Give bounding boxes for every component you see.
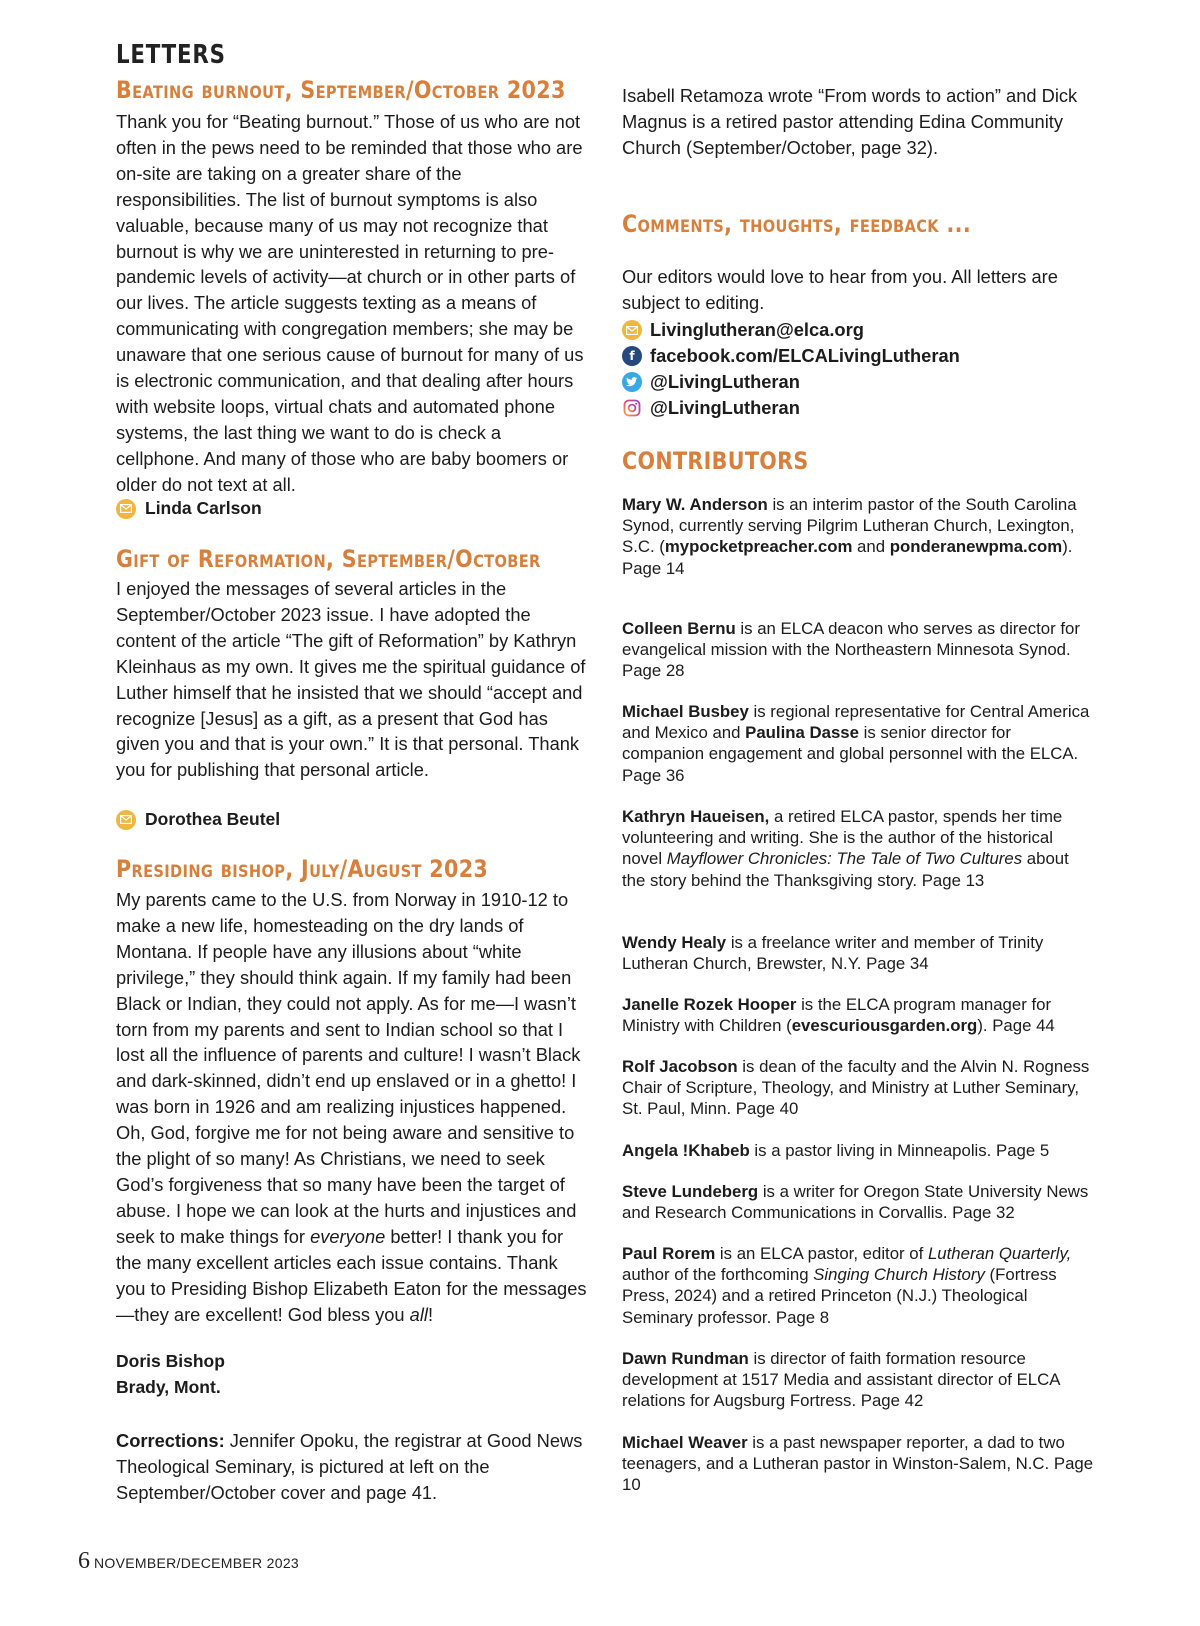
- contributor-weaver: Michael Weaver is a past newspaper reporter, a dad to two teenagers, and a Lutheran pastor in Winston-Salem, N.C. Page 10: [622, 1433, 1094, 1495]
- mail-icon: [116, 499, 136, 519]
- letter-3-body: [116, 887, 588, 1327]
- contributor-busbey-dasse: Michael Busbey is regional representative for Central America and Mexico and Paulina Dasse is senior director for companion engagement and global personnel with the ELCA. Page 36: [622, 702, 1090, 785]
- twitter-icon: [622, 372, 642, 392]
- contributor-healy: Wendy Healy is a freelance writer and member of Trinity Lutheran Church, Brewster, N.Y. Page 34: [622, 933, 1044, 974]
- contact-facebook-text: facebook.com/ELCALivingLutheran: [650, 345, 960, 366]
- contact-instagram[interactable]: [622, 395, 960, 421]
- comments-text: Our editors would love to hear from you. All letters are subject to editing.: [622, 266, 1058, 313]
- contact-email[interactable]: [622, 317, 960, 343]
- contributor-jacobson: Rolf Jacobson is dean of the faculty and the Alvin N. Rogness Chair of Scripture, Theology, and Ministry at Luther Seminary, St. Paul, Minn. Page 40: [622, 1057, 1090, 1119]
- page-number: 6: [78, 1548, 90, 1574]
- contributor-anderson: Mary W. Anderson is an interim pastor of the South Carolina Synod, currently serving Pilgrim Lutheran Church, Lexington, S.C. (mypocketpreacher.com and ponderanewpma.com). Page 14: [622, 495, 1077, 578]
- page-footer: [78, 1548, 299, 1575]
- section-label: LETTERS: [116, 40, 226, 70]
- letter-3-signature: Doris Bishop: [116, 1351, 225, 1371]
- letter-2-heading: Gift of Reformation, September/October: [116, 545, 541, 573]
- right-intro-text: Isabell Retamoza wrote “From words to action” and Dick Magnus is a retired pastor attending Edina Community Church (September/October, page 32).: [622, 85, 1078, 158]
- letter-1-heading: Beating burnout, September/October 2023: [116, 76, 566, 104]
- comments-heading: Comments, thoughts, feedback ...: [622, 210, 972, 238]
- letter-3-location: Brady, Mont.: [116, 1377, 221, 1397]
- letter-1-text: Thank you for “Beating burnout.” Those of us who are not often in the pews need to be reminded that those who are on-site are taking on a greater share of the responsibilities. The list of burnout symptoms is also valuable, because many of us may not recognize that burnout is why we are uninterested in returning to pre-pandemic levels of activity—at church or in other parts of our lives. The article suggests texting as a means of communicating with congregation members; she may be unaware that one serious cause of burnout for many of us is electronic communication, and that dealing after hours with website loops, virtual chats and automated phone systems, the last thing we want to do is check a cellphone. And many of those who are baby boomers or older do not text at all.: [116, 111, 584, 495]
- right-intro: [622, 83, 1094, 161]
- contributor-bernu: Colleen Bernu is an ELCA deacon who serves as director for evangelical mission with the Northeastern Minnesota Synod. Page 28: [622, 619, 1080, 681]
- letter-2-signature-name: Dorothea Beutel: [145, 809, 281, 829]
- corrections-text: Corrections: Jennifer Opoku, the registrar at Good News Theological Seminary, is pictured at left on the September/October cover and page 41.: [116, 1430, 583, 1503]
- letter-2-text: I enjoyed the messages of several articles in the September/October 2023 issue. I have adopted the content of the article “The gift of Reformation” by Kathryn Kleinhaus as my own. It gives me the spiritual guidance of Luther himself that he insisted that we should “accept and recognize [Jesus] as a gift, as a present that God has given you and that is your own.” It is that personal. Thank you for publishing that personal article.: [116, 578, 586, 781]
- letter-3-text: My parents came to the U.S. from Norway in 1910-12 to make a new life, homesteading on the dry lands of Montana. If people have any illusions about “white privilege,” they should think again. If my family had been Black or Indian, they could not apply. As for me—I wasn’t torn from my parents and sent to Indian school so that I lost all the influence of parents and culture! I wasn’t Black and dark-skinned, didn’t end up enslaved or in a ghetto! I was born in 1926 and am realizing injustices happened. Oh, God, forgive me for not being aware and sensitive to the plight of so many! As Christians, we need to seek God’s forgiveness that so many have been the target of abuse. I hope we can look at the hurts and injustices and seek to make things for everyone better! I thank you for the many excellent articles each issue contains. Thank you to Presiding Bishop Elizabeth Eaton for the messages—they are excellent! God bless you all!: [116, 889, 587, 1325]
- contact-list: [622, 317, 960, 421]
- letter-3-heading: Presiding bishop, July/August 2023: [116, 855, 489, 883]
- letter-1-body: [116, 109, 588, 498]
- letter-2-body: [116, 576, 588, 783]
- facebook-icon: f: [622, 346, 642, 366]
- corrections: [116, 1428, 588, 1506]
- contributors-heading: CONTRIBUTORS: [622, 447, 809, 475]
- comments-body: [622, 264, 1094, 316]
- contact-twitter-text: @LivingLutheran: [650, 371, 800, 392]
- mail-icon: [116, 810, 136, 830]
- contact-twitter[interactable]: [622, 369, 960, 395]
- contributor-rundman: Dawn Rundman is director of faith formation resource development at 1517 Media and assistant director of ELCA relations for Augsburg Fortress. Page 42: [622, 1349, 1060, 1411]
- contact-facebook[interactable]: [622, 343, 960, 369]
- issue-date: NOVEMBER/DECEMBER 2023: [94, 1555, 299, 1571]
- letter-1-signature-name: Linda Carlson: [145, 498, 262, 518]
- contributor-lundeberg: Steve Lundeberg is a writer for Oregon State University News and Research Communications in Corvallis. Page 32: [622, 1182, 1089, 1223]
- contributor-khabeb: Angela !Khabeb is a pastor living in Minneapolis. Page 5: [622, 1141, 1050, 1160]
- contributor-rorem: Paul Rorem is an ELCA pastor, editor of Lutheran Quarterly, author of the forthcoming Singing Church History (Fortress Press, 2024) and a retired Princeton (N.J.) Theological Seminary professor. Page 8: [622, 1244, 1072, 1327]
- contact-email-text: Livinglutheran@elca.org: [650, 319, 864, 340]
- mail-icon: [622, 320, 642, 340]
- contributor-haueisen: Kathryn Haueisen, a retired ELCA pastor, spends her time volunteering and writing. She is the author of the historical novel Mayflower Chronicles: The Tale of Two Cultures about the story behind the Thanksgiving story. Page 13: [622, 807, 1069, 890]
- instagram-icon: [622, 398, 642, 418]
- letter-2-signature: [116, 809, 280, 830]
- contributor-hooper: Janelle Rozek Hooper is the ELCA program manager for Ministry with Children (evescuriousgarden.org). Page 44: [622, 995, 1055, 1036]
- contact-instagram-text: @LivingLutheran: [650, 397, 800, 418]
- letter-1-signature: [116, 498, 262, 519]
